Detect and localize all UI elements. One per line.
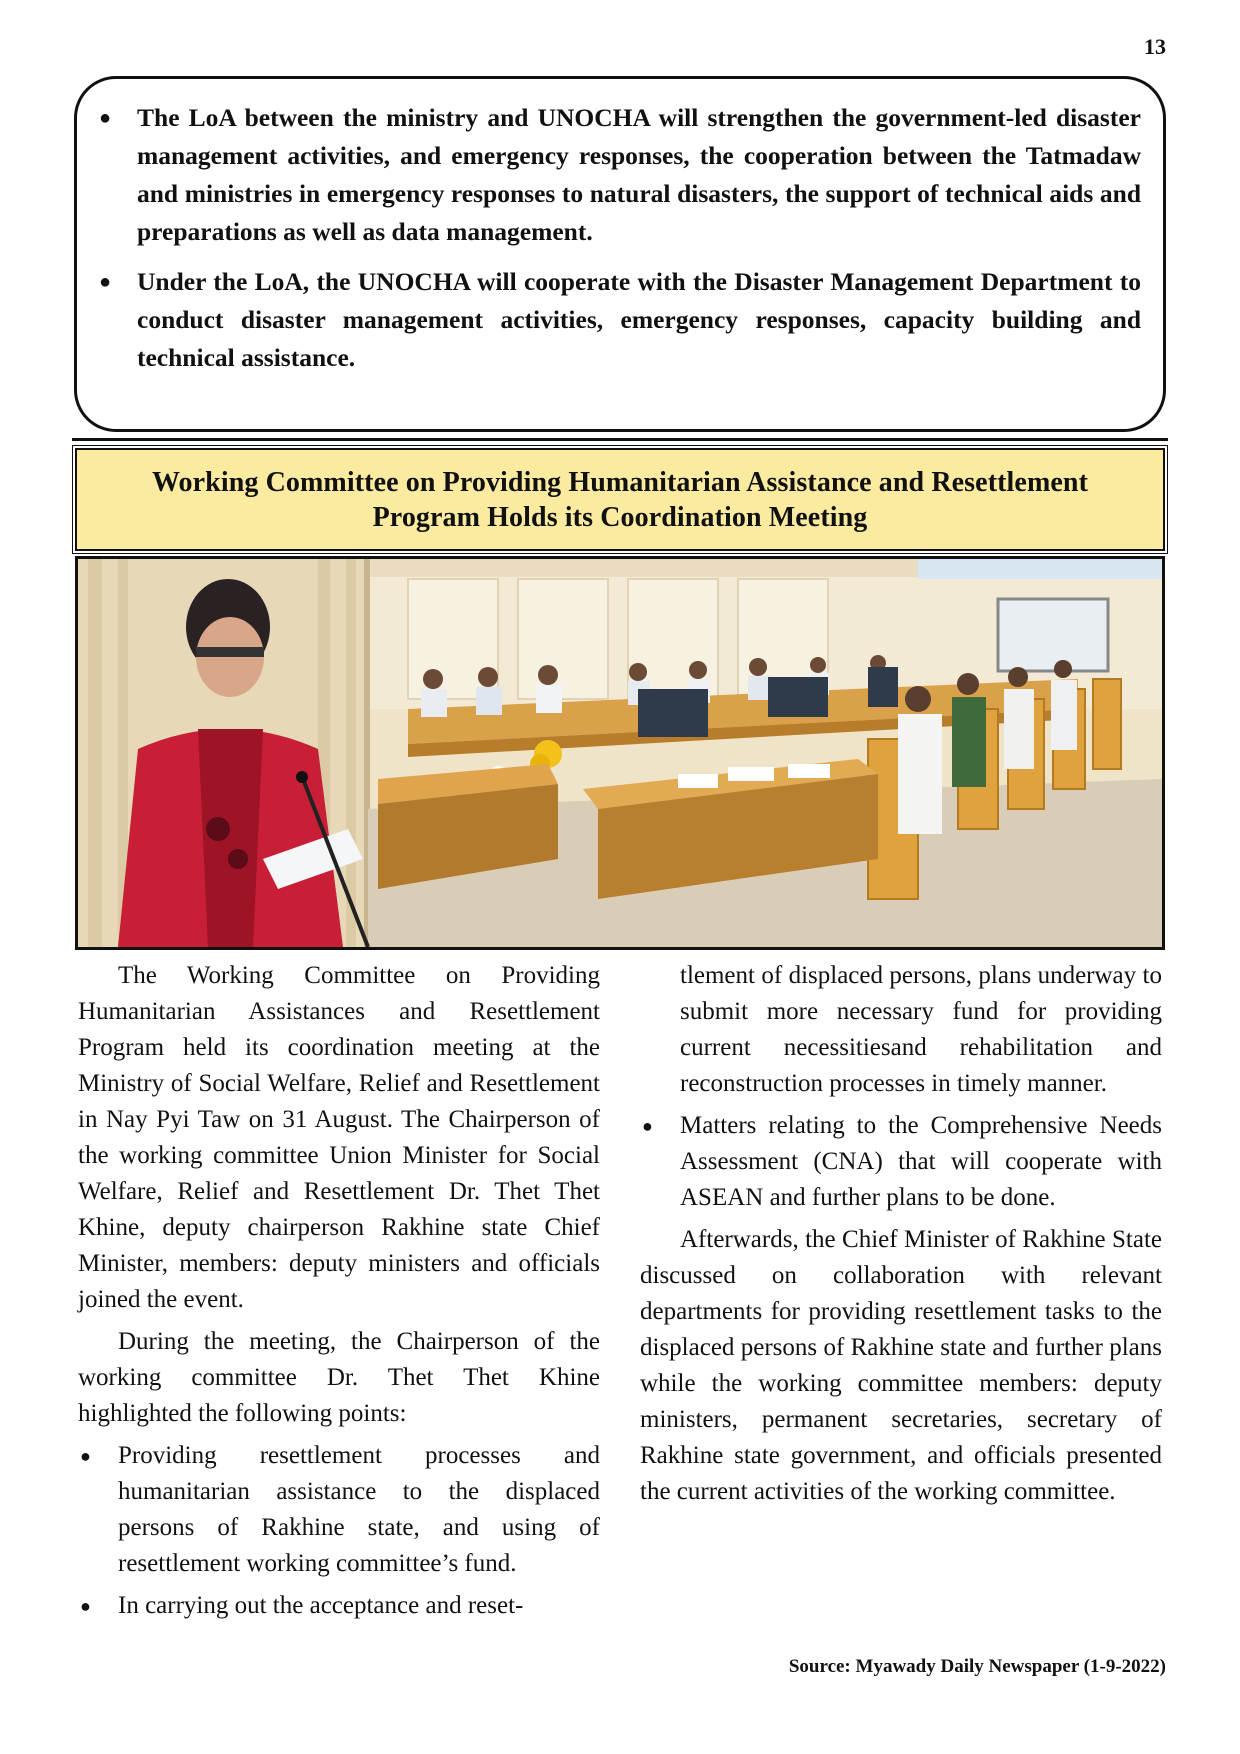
point-text: Providing resettlement processes and humanitarian assistance to the displaced persons of Rakhine state, and using of resettlement working committee’s fund. (118, 1442, 600, 1577)
loa-bullet-list (97, 99, 1141, 377)
bullet-dot-icon: ● (80, 1596, 91, 1616)
loa-summary-box (74, 76, 1166, 432)
list-item (640, 958, 1162, 1102)
headline-line: Program Holds its Coordination Meeting (372, 502, 868, 533)
body-paragraph: During the meeting, the Chairperson of the working committee Dr. Thet Thet Khine highlighted the following points: (78, 1328, 600, 1427)
list-item (97, 99, 1141, 251)
article-column-right (640, 958, 1162, 1516)
list-item (640, 1108, 1162, 1216)
point-text: tlement of displaced persons, plans underway to submit more necessary fund for providing current necessitiesand rehabilitation and reconstruction processes in timely manner. (680, 962, 1162, 1097)
loa-bullet-text: The LoA between the ministry and UNOCHA will strengthen the government-led disaster management activities, and emergency responses, the cooperation between the Tatmadaw and ministries in emergency responses to natural disasters, the support of technical aids and preparations as well as data management. (137, 103, 1141, 246)
points-list (78, 1438, 600, 1624)
headline-line: Working Committee on Providing Humanitarian Assistance and Resettlement (151, 467, 1088, 498)
meeting-photo (75, 556, 1165, 950)
source-credit: Source: Myawady Daily Newspaper (1-9-2022) (788, 1656, 1166, 1677)
article-headline (75, 448, 1165, 551)
article-column-left (78, 958, 600, 1630)
bullet-dot-icon: ● (80, 1446, 91, 1466)
section-divider (72, 438, 1168, 441)
page-number: 13 (1144, 34, 1166, 59)
bullet-dot-icon: ● (642, 1116, 653, 1136)
list-item (97, 263, 1141, 377)
bullet-dot-icon: ● (99, 271, 112, 293)
list-item (78, 1438, 600, 1582)
list-item (78, 1588, 600, 1624)
loa-bullet-text: Under the LoA, the UNOCHA will cooperate with the Disaster Management Department to conduct disaster management activities, emergency responses, capacity building and technical assistance. (137, 267, 1141, 372)
meeting-photo-illustration (78, 559, 1162, 947)
body-paragraph: The Working Committee on Providing Humanitarian Assistances and Resettlement Program held its coordination meeting at the Ministry of Social Welfare, Relief and Resettlement in Nay Pyi Taw on 31 August. The Chairperson of the working committee Union Minister for Social Welfare, Relief and Resettlement Dr. Thet Thet Khine, deputy chairperson Rakhine state Chief Minister, members: deputy ministers and officials joined the event. (78, 962, 600, 1313)
bullet-dot-icon: ● (99, 107, 112, 129)
point-text: Matters relating to the Comprehensive Needs Assessment (CNA) that will cooperate with ASEAN and further plans to be done. (680, 1112, 1162, 1211)
point-text: In carrying out the acceptance and reset- (118, 1592, 524, 1619)
points-list-continued (640, 958, 1162, 1216)
body-paragraph: Afterwards, the Chief Minister of Rakhine State discussed on collaboration with relevant departments for providing resettlement tasks to the displaced persons of Rakhine state and further plans while the working committee members: deputy ministers, permanent secretaries, secretary of Rakhine state government, and officials presented the current activities of the working committee. (640, 1226, 1162, 1505)
